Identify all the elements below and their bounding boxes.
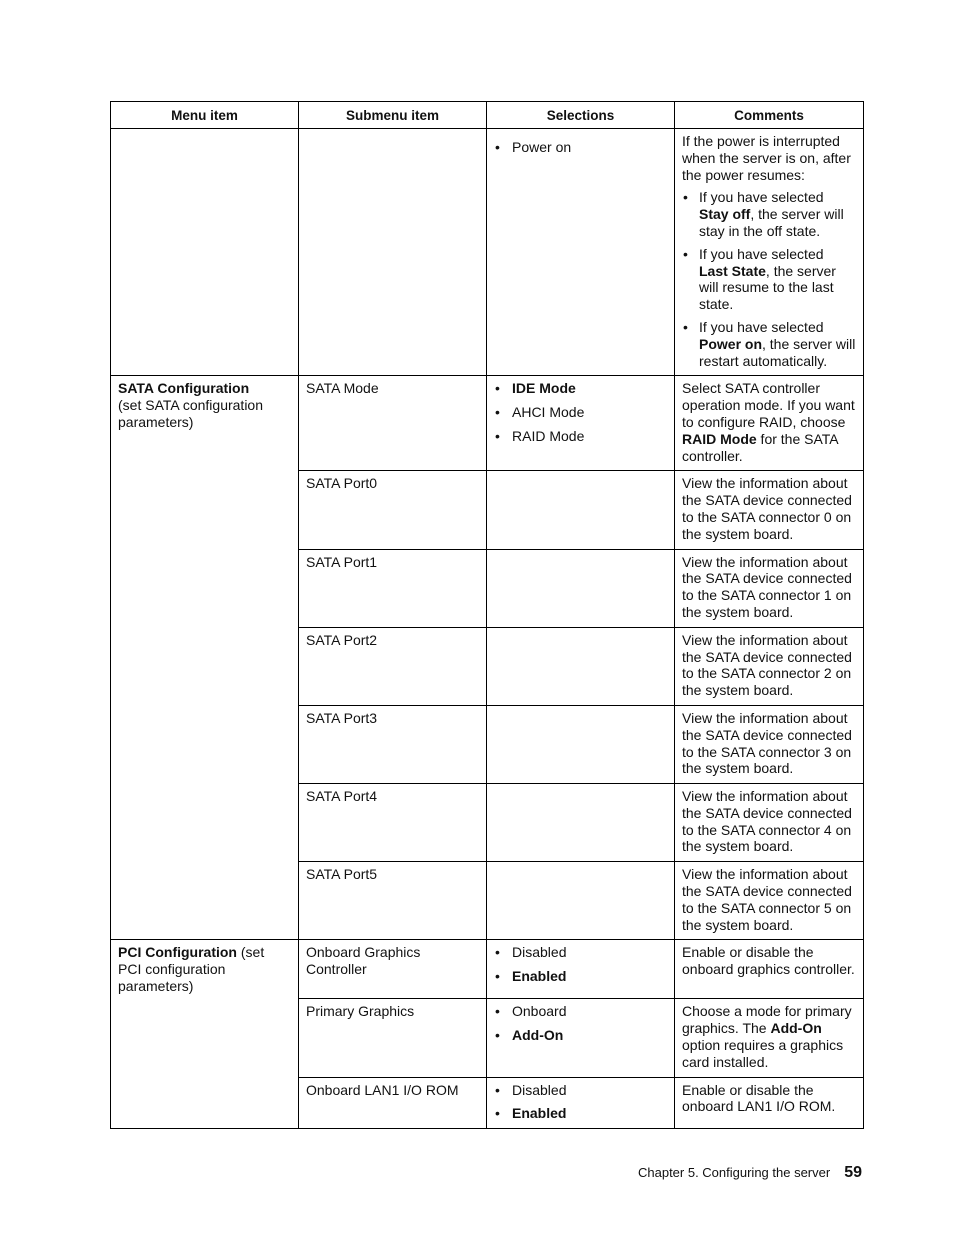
page-footer [560, 1163, 862, 1183]
selection-default: Add-On [512, 1027, 564, 1044]
comments-cell: View the information about the SATA device connected to the SATA connector 3 on the system board. [675, 705, 864, 783]
selection-item: • Onboard [494, 1003, 667, 1020]
header-menu-item: Menu item [111, 102, 299, 129]
submenu-cell: SATA Port5 [299, 862, 487, 940]
submenu-cell: SATA Port1 [299, 549, 487, 627]
selection-item [494, 380, 667, 397]
selections-cell [487, 999, 675, 1077]
comment-intro: If the power is interrupted when the server is on, after the power resumes: [682, 133, 851, 183]
comments-cell: View the information about the SATA device connected to the SATA connector 1 on the system board. [675, 549, 864, 627]
selection-item [494, 1105, 667, 1122]
comments-cell: View the information about the SATA device connected to the SATA connector 4 on the system board. [675, 784, 864, 862]
submenu-cell: SATA Port3 [299, 705, 487, 783]
submenu-cell: Onboard Graphics Controller [299, 940, 487, 999]
selections-cell-empty [487, 705, 675, 783]
selection-item: • Disabled [494, 944, 667, 961]
table-row-power [111, 129, 864, 376]
comments-cell [675, 1077, 864, 1129]
submenu-cell: SATA Port0 [299, 471, 487, 549]
table-header-row [111, 102, 864, 129]
comment-bullet [682, 246, 856, 313]
selections-cell [487, 376, 675, 471]
comment-text: , the server will resume to the last state. [699, 262, 836, 313]
comment-text: Choose a mode for primary graphics. The [682, 1003, 852, 1037]
selections-cell [487, 1077, 675, 1129]
selection-default: Enabled [512, 968, 567, 985]
comment-bold: Last State [699, 262, 766, 279]
comment-text: If you have selected [699, 189, 824, 206]
submenu-cell-empty [299, 129, 487, 376]
menu-item-desc: (set PCI configuration parameters) [118, 944, 265, 995]
selection-default: Enabled [512, 1105, 567, 1122]
selections-cell [487, 940, 675, 999]
comment-text: , the server will stay in the off state. [699, 206, 844, 239]
selections-cell-empty [487, 471, 675, 549]
selections-cell-empty [487, 862, 675, 940]
selection-item: • AHCI Mode [494, 404, 667, 421]
comment-bullet [682, 189, 856, 239]
menu-cell-empty [111, 129, 299, 376]
table-row-sata-mode [111, 376, 864, 471]
comment-bullet [682, 319, 856, 369]
comment-text: , the server will restart automatically. [699, 335, 856, 369]
comment-text: option requires a graphics card installed. [682, 1037, 844, 1070]
selection-item: • RAID Mode [494, 428, 667, 445]
selection-default: IDE Mode [512, 380, 576, 397]
selection-item: • Power on [494, 139, 667, 156]
menu-item-title: PCI Configuration [118, 944, 237, 961]
submenu-cell: Primary Graphics [299, 999, 487, 1077]
comments-cell: View the information about the SATA device connected to the SATA connector 2 on the system board. [675, 627, 864, 705]
bios-settings-table [110, 101, 864, 1129]
menu-cell-sata [111, 376, 299, 940]
comments-cell [675, 376, 864, 471]
submenu-cell: Onboard LAN1 I/O ROM [299, 1077, 487, 1129]
comment-text: Select SATA controller operation mode. If you want to configure RAID, choose [682, 380, 855, 430]
comment-text: If you have selected [699, 245, 824, 262]
comment-text: Enable or disable the onboard LAN1 I/O ROM. [682, 1081, 836, 1115]
comment-text: Enable or disable the onboard graphics controller. [682, 944, 855, 978]
comment-bold: Stay off [699, 206, 751, 223]
header-comments: Comments [675, 102, 864, 129]
submenu-cell: SATA Mode [299, 376, 487, 471]
selection-item [494, 968, 667, 985]
comment-bold: Add-On [770, 1020, 822, 1037]
comments-cell [675, 999, 864, 1077]
menu-cell-pci [111, 940, 299, 1129]
submenu-cell: SATA Port4 [299, 784, 487, 862]
selection-item [494, 1027, 667, 1044]
page-number: 59 [844, 1164, 862, 1181]
table-row-pci-graphics-controller [111, 940, 864, 999]
comments-cell: View the information about the SATA device connected to the SATA connector 0 on the system board. [675, 471, 864, 549]
comment-text: If you have selected [699, 318, 824, 335]
selections-cell [487, 129, 675, 376]
selection-item: • Disabled [494, 1082, 667, 1099]
header-selections: Selections [487, 102, 675, 129]
menu-item-title: SATA Configuration [118, 380, 250, 397]
header-submenu-item: Submenu item [299, 102, 487, 129]
comment-bold: RAID Mode [682, 430, 757, 447]
submenu-cell: SATA Port2 [299, 627, 487, 705]
chapter-title: Chapter 5. Configuring the server [637, 1165, 831, 1180]
menu-item-desc: (set SATA configuration parameters) [118, 397, 263, 430]
comment-text: for the SATA controller. [682, 430, 838, 464]
selections-cell-empty [487, 627, 675, 705]
comments-cell [675, 129, 864, 376]
comments-cell: View the information about the SATA device connected to the SATA connector 5 on the system board. [675, 862, 864, 940]
selections-cell-empty [487, 784, 675, 862]
comments-cell [675, 940, 864, 999]
comment-bold: Power on [699, 335, 763, 352]
selections-cell-empty [487, 549, 675, 627]
